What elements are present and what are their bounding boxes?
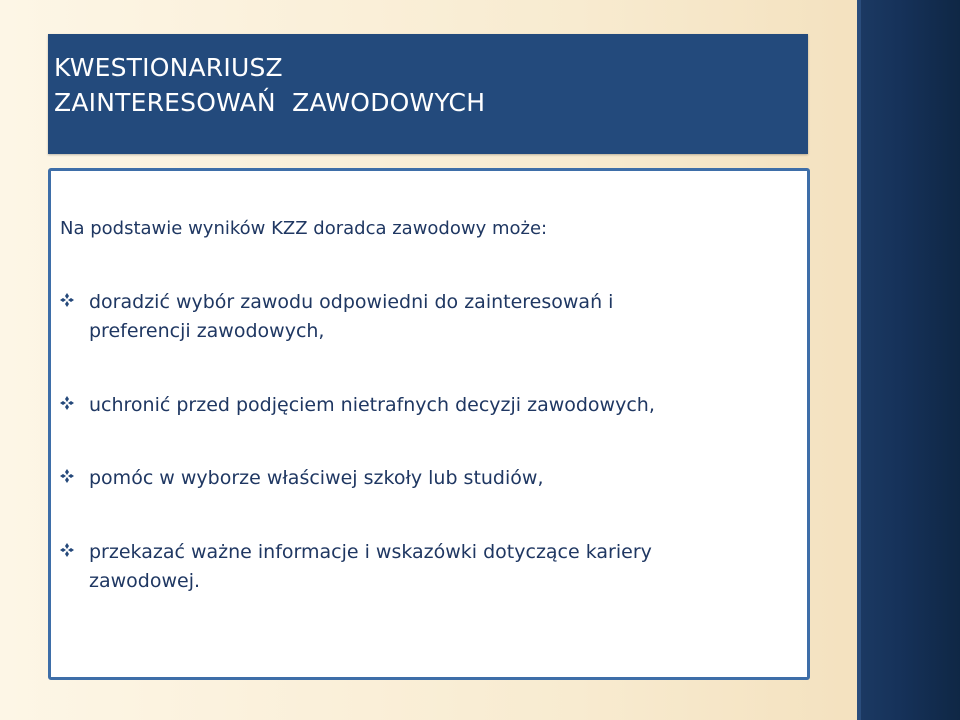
list-item-line: zawodowej. (89, 570, 201, 592)
intro-text: Na podstawie wyników KZZ doradca zawodowy może: (60, 218, 548, 239)
list-item-text (89, 288, 789, 346)
list-item-line: preferencji zawodowych, (89, 320, 325, 342)
list-item-line: przekazać ważne informacje i wskazówki dotyczące kariery (89, 541, 652, 563)
content-box (48, 168, 810, 680)
list-item-text (89, 391, 789, 420)
title-line-2: ZAINTERESOWAŃ ZAWODOWYCH (54, 88, 486, 117)
diamond-bullet-icon (59, 292, 75, 308)
list-item-line: doradzić wybór zawodu odpowiedni do zainteresowań i (89, 291, 614, 313)
list-item-text (89, 464, 789, 493)
diamond-bullet-icon (59, 542, 75, 558)
diamond-bullet-icon (59, 395, 75, 411)
decorative-side-band (857, 0, 960, 720)
title-box (48, 34, 808, 154)
list-item-line: pomóc w wyborze właściwej szkoły lub studiów, (89, 467, 544, 489)
diamond-bullet-icon (59, 468, 75, 484)
list-item-line: uchronić przed podjęciem nietrafnych decyzji zawodowych, (89, 394, 655, 416)
title-line-1: KWESTIONARIUSZ (54, 53, 283, 82)
list-item-text (89, 538, 789, 596)
